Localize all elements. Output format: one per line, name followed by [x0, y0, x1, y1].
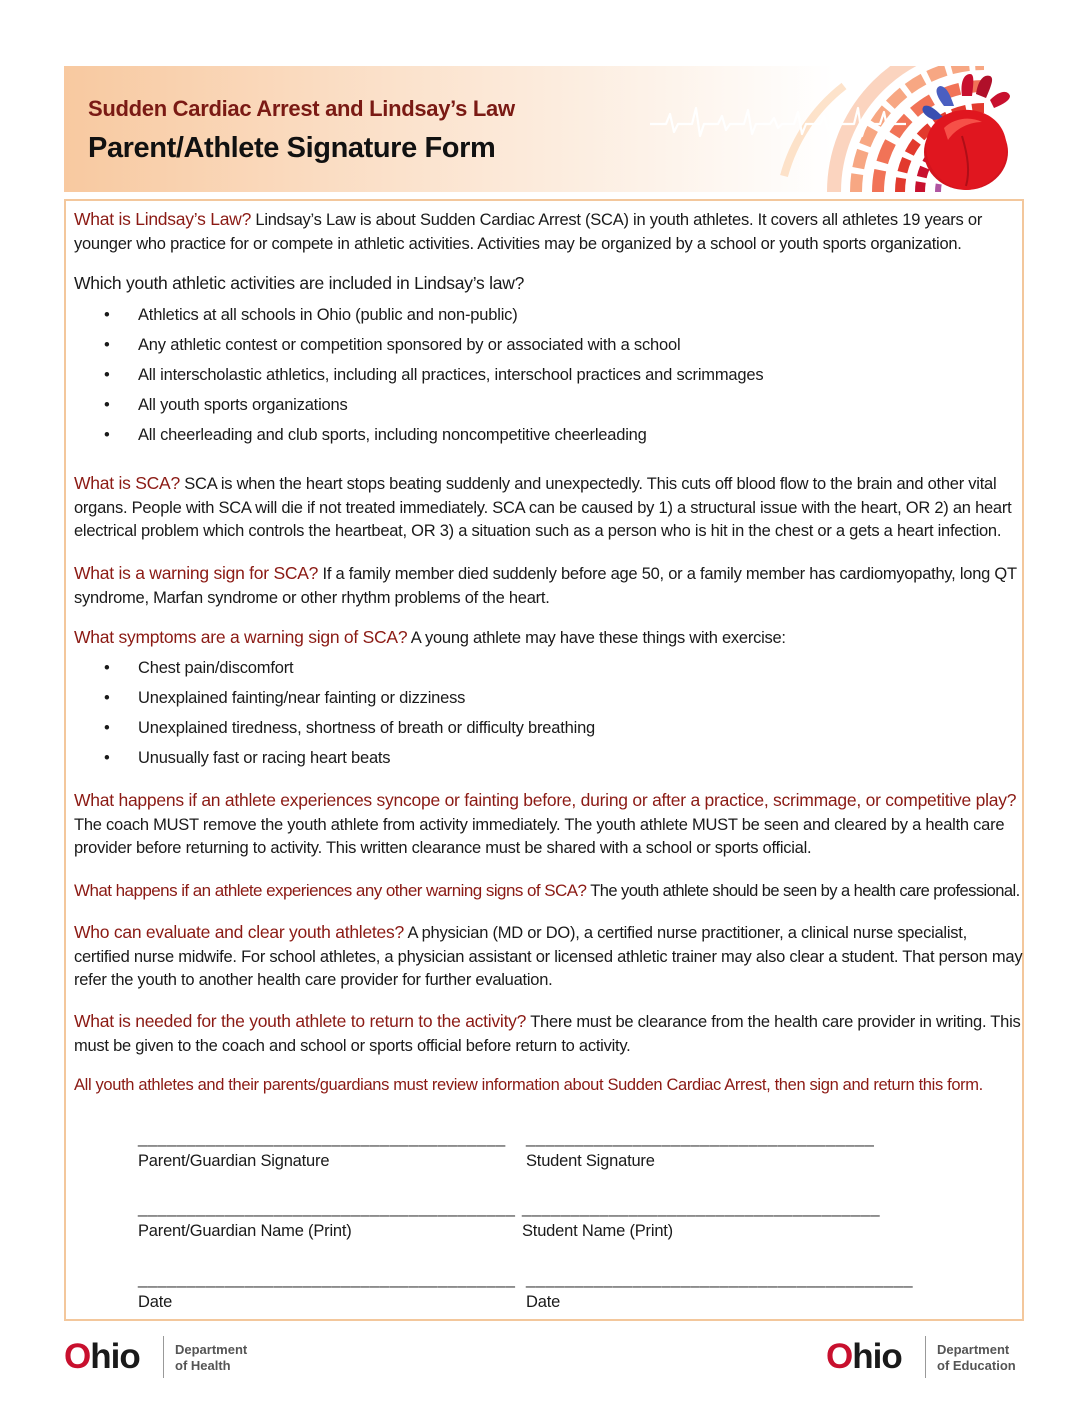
syncope-paragraph — [74, 789, 1024, 861]
student-signature-label: Student Signature — [526, 1152, 655, 1170]
signature-line[interactable]: _______________________________________ — [138, 1199, 516, 1217]
law-question: What is Lindsay’s Law? — [74, 209, 252, 229]
ohio-wordmark: Ohio — [826, 1337, 902, 1376]
law-paragraph — [74, 208, 1024, 256]
signature-line[interactable]: ____________________________________ — [526, 1129, 875, 1147]
parent-name-label: Parent/Guardian Name (Print) — [138, 1222, 352, 1240]
list-item: • All youth sports organizations — [104, 396, 348, 414]
list-item: • Unusually fast or racing heart beats — [104, 749, 391, 767]
list-item: • All interscholastic athletics, including all practices, interschool practices and scrimmages — [104, 366, 764, 384]
warning-answer: If a family member died suddenly before age 50, or a family member has cardiomyopathy, long QT syndrome, Marfan syndrome or other rhythm problems of the heart. — [74, 565, 1017, 607]
date-field-right[interactable] — [526, 1269, 913, 1313]
heart-illustration-icon — [644, 66, 1026, 192]
other-answer: The youth athlete should be seen by a health care professional. — [590, 882, 1020, 900]
page-title: Parent/Athlete Signature Form — [88, 132, 496, 164]
sca-question: What is SCA? — [74, 473, 180, 493]
date-label: Date — [138, 1293, 173, 1311]
sca-paragraph — [74, 472, 1024, 544]
list-item: • Unexplained tiredness, shortness of breath or difficulty breathing — [104, 719, 596, 737]
student-signature-field[interactable] — [526, 1128, 874, 1172]
date-label: Date — [526, 1293, 561, 1311]
symptoms-paragraph — [74, 626, 1024, 651]
signature-line[interactable]: ________________________________________ — [526, 1270, 914, 1288]
symptoms-question: What symptoms are a warning sign of SCA? — [74, 627, 408, 647]
sca-answer: SCA is when the heart stops beating suddenly and unexpectedly. This cuts off blood flow to the brain and other vital organs. People with SCA will die if not treated immediately. SCA can be caused by 1) a structural issue with the heart, OR 2) an heart electrical problem which controls the heartbeat, OR 3) a situation such as a person who is hit in the chest or a gets a heart infection. — [74, 475, 1012, 540]
student-name-field[interactable] — [522, 1198, 880, 1242]
parent-name-field[interactable] — [138, 1198, 515, 1242]
parent-signature-label: Parent/Guardian Signature — [138, 1152, 330, 1170]
syncope-answer: The coach MUST remove the youth athlete from activity immediately. The youth athlete MUST be seen and cleared by a health care provider before returning to activity. This written clearance must be shared with a school or sports official. — [74, 815, 1005, 857]
student-name-label: Student Name (Print) — [522, 1222, 673, 1240]
law-answer: Lindsay’s Law is about Sudden Cardiac Arrest (SCA) in youth athletes. It covers all athletes 19 years or younger who practice for or compete in athletic activities. Activities may be organized by a school or youth sports organization. — [74, 211, 983, 253]
signature-line[interactable]: _____________________________________ — [522, 1199, 881, 1217]
header-banner — [64, 66, 1026, 192]
warning-paragraph — [74, 562, 1024, 610]
other-paragraph — [74, 879, 1024, 904]
parent-signature-field[interactable] — [138, 1128, 506, 1172]
symptoms-answer: A young athlete may have these things with exercise: — [410, 629, 786, 647]
department-name: Department of Health — [175, 1342, 248, 1373]
list-item: • Athletics at all schools in Ohio (public and non-public) — [104, 306, 518, 324]
date-field-left[interactable] — [138, 1269, 515, 1313]
return-question: What is needed for the youth athlete to return to the activity? — [74, 1011, 527, 1031]
logo-divider — [163, 1336, 164, 1378]
ohio-department-of-health-logo — [64, 1336, 264, 1380]
evaluate-paragraph — [74, 921, 1024, 993]
ohio-wordmark: Ohio — [64, 1337, 140, 1376]
instruction-callout: All youth athletes and their parents/guardians must review information about Sudden Cardiac Arrest, then sign and return this form. — [74, 1076, 983, 1094]
list-item: • Unexplained fainting/near fainting or dizziness — [104, 689, 466, 707]
ohio-department-of-education-logo — [826, 1336, 1036, 1380]
return-answer: There must be clearance from the health care provider in writing. This must be given to the coach and school or sports official before return to activity. — [74, 1013, 1021, 1055]
return-paragraph — [74, 1010, 1024, 1058]
other-question: What happens if an athlete experiences any other warning signs of SCA? — [74, 881, 587, 900]
activities-question: Which youth athletic activities are included in Lindsay’s law? — [74, 273, 525, 293]
list-item: • All cheerleading and club sports, including noncompetitive cheerleading — [104, 426, 647, 444]
list-item: • Any athletic contest or competition sponsored by or associated with a school — [104, 336, 681, 354]
warning-question: What is a warning sign for SCA? — [74, 563, 319, 583]
evaluate-answer: A physician (MD or DO), a certified nurse practitioner, a clinical nurse specialist, certified nurse midwife. For school athletes, a physician assistant or licensed athletic trainer may also clear a student. That person may refer the youth to another health care provider for further evaluation. — [74, 924, 1023, 989]
evaluate-question: Who can evaluate and clear youth athletes? — [74, 922, 404, 942]
department-name: Department of Education — [937, 1342, 1016, 1373]
signature-line[interactable]: _______________________________________ — [138, 1270, 516, 1288]
syncope-question: What happens if an athlete experiences syncope or fainting before, during or after a practice, scrimmage, or competitive play? — [74, 790, 1017, 810]
signature-line[interactable]: ______________________________________ — [138, 1129, 506, 1147]
logo-divider — [925, 1336, 926, 1378]
list-item: • Chest pain/discomfort — [104, 659, 294, 677]
header-subtitle: Sudden Cardiac Arrest and Lindsay’s Law — [88, 96, 515, 121]
